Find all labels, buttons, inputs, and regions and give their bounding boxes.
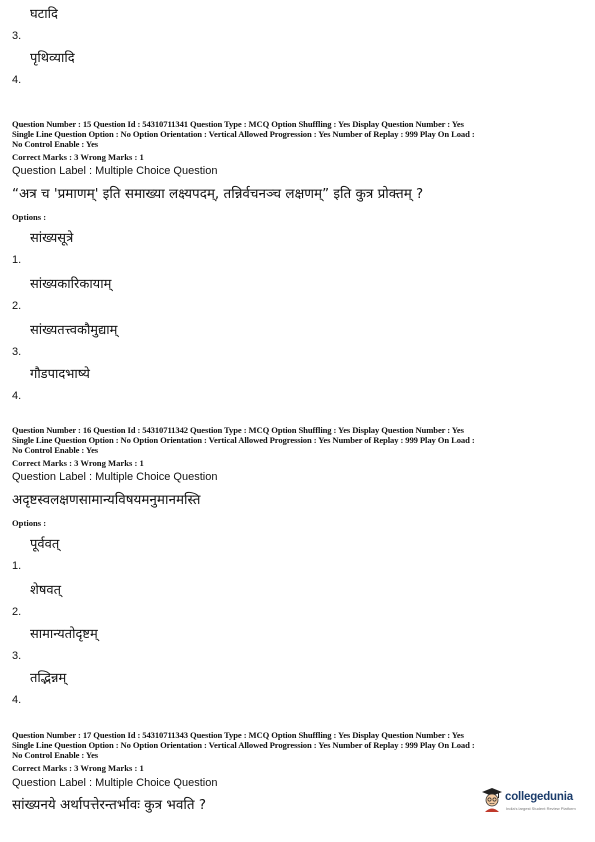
- option-item: [12, 668, 572, 708]
- option-number: 4.: [12, 694, 22, 706]
- meta-line: Question Number : 17 Question Id : 54310711343 Question Type : MCQ Option Shuffling : Yes Display Question Number : Yes: [12, 730, 464, 740]
- option-text: सांख्यसूत्रे: [30, 231, 74, 246]
- question-label: Question Label : Multiple Choice Question: [12, 471, 218, 483]
- question-label: Question Label : Multiple Choice Question: [12, 165, 218, 177]
- question-text: अदृष्टस्वलक्षणसामान्यविषयमनुमानमस्ति: [12, 492, 201, 508]
- option-number: 3.: [12, 30, 22, 42]
- meta-line: Question Number : 16 Question Id : 54310711342 Question Type : MCQ Option Shuffling : Yes Display Question Number : Yes: [12, 425, 464, 435]
- collegedunia-logo: [481, 787, 581, 817]
- option-number: 2.: [12, 606, 22, 618]
- question-text: “अत्र च 'प्रमाणम्' इति समाख्या लक्ष्यपदम्, तन्निर्वचनञ्च लक्षणम्” इति कुत्र प्रोक्तम् ?: [12, 186, 424, 202]
- marks-line: Correct Marks : 3 Wrong Marks : 1: [12, 763, 144, 773]
- option-text: गौडपादभाष्ये: [30, 367, 90, 382]
- option-text: सामान्यतोदृष्टम्: [30, 627, 98, 642]
- question-meta: [12, 425, 584, 455]
- options-label: Options :: [12, 212, 47, 222]
- option-text: सांख्यकारिकायाम्: [30, 277, 112, 292]
- options-label: Options :: [12, 518, 47, 528]
- meta-line: Question Number : 15 Question Id : 54310711341 Question Type : MCQ Option Shuffling : Yes Display Question Number : Yes: [12, 119, 464, 129]
- meta-line: No Control Enable : Yes: [12, 139, 99, 149]
- graduate-mascot-icon: [481, 787, 503, 813]
- option-text: पृथिव्यादि: [30, 51, 75, 66]
- option-item: [12, 48, 572, 88]
- option-number: 1.: [12, 560, 22, 572]
- question-label: Question Label : Multiple Choice Question: [12, 777, 218, 789]
- logo-brand: collegedunia: [505, 791, 573, 803]
- option-text: सांख्यतत्त्वकौमुद्याम्: [30, 323, 118, 338]
- meta-line: Single Line Question Option : No Option Orientation : Vertical Allowed Progression : Yes Number of Replay : 999 Play On Load :: [12, 129, 475, 139]
- option-text: शेषवत्: [30, 583, 61, 598]
- option-number: 1.: [12, 254, 22, 266]
- option-item: [12, 274, 572, 314]
- option-text: तद्भिन्नम्: [30, 671, 67, 686]
- marks-line: Correct Marks : 3 Wrong Marks : 1: [12, 458, 144, 468]
- option-item: [12, 228, 572, 268]
- option-number: 3.: [12, 650, 22, 662]
- option-item: [12, 320, 572, 360]
- question-meta: [12, 730, 584, 760]
- option-item: [12, 624, 572, 664]
- option-number: 4.: [12, 390, 22, 402]
- question-meta: [12, 119, 584, 149]
- option-text: पूर्ववत्: [30, 537, 60, 552]
- logo-tagline: India's largest Student Review Platform: [506, 806, 576, 811]
- meta-line: No Control Enable : Yes: [12, 750, 99, 760]
- question-text: सांख्यनये अर्थापत्तेरन्तर्भावः कुत्र भवति ?: [12, 797, 207, 813]
- option-number: 3.: [12, 346, 22, 358]
- option-item: [12, 580, 572, 620]
- meta-line: Single Line Question Option : No Option Orientation : Vertical Allowed Progression : Yes Number of Replay : 999 Play On Load :: [12, 740, 475, 750]
- option-item: [12, 534, 572, 574]
- option-number: 2.: [12, 300, 22, 312]
- marks-line: Correct Marks : 3 Wrong Marks : 1: [12, 152, 144, 162]
- option-item: [12, 364, 572, 404]
- meta-line: No Control Enable : Yes: [12, 445, 99, 455]
- option-item: [12, 4, 572, 44]
- option-number: 4.: [12, 74, 22, 86]
- option-text: घटादि: [30, 7, 58, 22]
- meta-line: Single Line Question Option : No Option Orientation : Vertical Allowed Progression : Yes Number of Replay : 999 Play On Load :: [12, 435, 475, 445]
